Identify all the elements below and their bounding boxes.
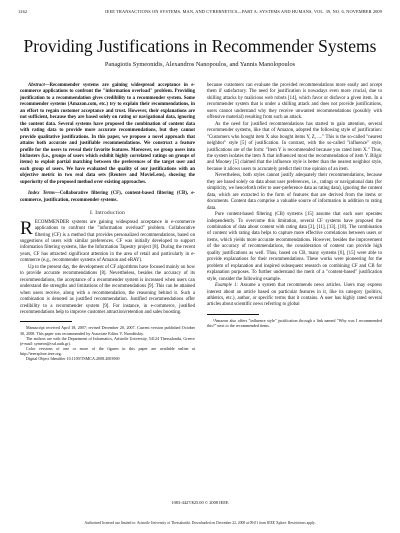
right-paragraph-3: Nevertheless, both styles cannot justify adequately their recommendations, because they are based solely on data about user preferences, i.e., ratings or navigational data (for simplicity, we henceforth refer to user-preference data as rating data), ignoring the content data, which are extracted in the form of features that are derived from the items or documents. Content data comprise a valuable source of information in addition to rating data. (207, 173, 382, 211)
right-column (207, 83, 382, 328)
index-terms (20, 191, 195, 204)
index-terms-paragraph (20, 191, 195, 204)
footnote-affiliation: The authors are with the Department of Informatics, Aristotle University, 54124 Thessaloniki, Greece (e-mail: symeon@csd.auth.gr). (20, 335, 195, 346)
abstract-paragraph (20, 83, 195, 186)
example-paragraph (207, 283, 382, 309)
abstract-label: Abstract (28, 83, 45, 88)
left-column (20, 83, 195, 361)
running-header (18, 9, 382, 14)
copyright-line: 1083-4427/$25.00 © 2008 IEEE (171, 500, 229, 505)
footnote-divider (20, 321, 72, 322)
right-paragraph-2: As the need for justified recommendations has started to gain attention, several recommender systems, like that of Amazon, adopted the following style of justification: "Customers who bought item X also bought items Y, Z, ...." This is the so-called "nearest neighbor" style [5] of justification. In contrast, with the so-called "influence" style, justifications are of the form: "Item Y is recommended because you rated item X." Thus, the system isolates the item X that influenced most the recommendation of item Y. Bilgic and Mooney [5] claimed that the influence style is better than the nearest neighbor style, because it allows users to accurately predict their true opinion of an item. (207, 121, 382, 172)
drop-cap: R (20, 217, 33, 239)
paper-title: Providing Justifications in Recommender Systems (23, 36, 377, 56)
intro-paragraph-1-text: ECOMMENDER systems are gaining widespread acceptance in e-commerce applications to confront the "information overload" problem. Collaborative filtering (CF) is a method that provides personalized recommendations, based on suggestions of users with similar preferences. CF was initially developed to support information filtering systems, like the Information Tapestry project [8]. During the recent years, CF has attracted significant attention in the area of retail and particularly in e-commerce (e.g., recommender systems of Amazon and eBAY). (20, 219, 195, 264)
footnotes (20, 325, 195, 361)
footnote-manuscript: Manuscript received April 18, 2007; revised December 20, 2007. Current version published October 30, 2008. This paper was recommended by Associate Editor V. Naroditskiy. (20, 325, 195, 336)
footnote-doi: Digital Object Identifier 10.1109/TSMCA.2008.2003969 (26, 355, 120, 361)
right-footnote-divider (207, 314, 259, 315)
example-text: Assume a system that recommends news articles. Users may express interest about an article based on particular features in it, like its category (politics, athletics, etc.), author, or specific terms that it contains. A user has highly rated several articles about scientific news referring to global (207, 283, 382, 308)
intro-paragraph-1 (20, 217, 195, 265)
intro-paragraph-2: Up to the present day, the development of CF algorithms have focused mainly on how to provide accurate recommendations [8]. Nevertheless, besides the accuracy of its recommendations, the acceptance of a recommender system is increased when users can understand the strengths and limitations of the recommendations [9]. This can be attained when users receive, along with a recommendation, the reasoning behind it. Such a combination is denoted as justified recommendation. Justified recommendations offer credibility to a recommender system [9]. For instance, in e-commerce, justified recommendations help to improve customer attraction/retention and sales boosting. (20, 264, 195, 315)
journal-name: IEEE TRANSACTIONS ON SYSTEMS, MAN, AND CYBERNETICS—PART A: SYSTEMS AND HUMANS, VOL. 39, NO. 6, NOVEMBER 2009 (105, 9, 382, 14)
index-terms-text: —Collaborative filtering (CF), content-based filtering (CB), e-commerce, justification, recommender systems. (20, 191, 195, 203)
right-footnotes (207, 318, 382, 328)
abstract (20, 83, 195, 186)
right-paragraph-4: Pure content-based filtering (CB) systems [15] assume that each user operates independently. To overcome this limitation, several CF systems have proposed the combination of data about content with rating data [3], [11], [13], [18]. The combination of content with rating data helps to capture more effective correlations between users or items, which yields more accurate recommendations. However, besides the improvement of the accuracy of recommendations, the consideration of content can provide high quality justifications as well. Thus, based on CB, many systems [6], [15] were able to provide explanations for their recommendations. These works were pioneering for the problem of explanation and inspired subsequent research on combining CF and CB for explanation purposes. To further understand the merit of a "content-based" justification style, consider the following example. (207, 212, 382, 282)
page-number: 1262 (18, 9, 28, 14)
right-paragraph-1: because customers can evaluate the provided recommendations more easily and accept them if satisfactory. The need for justification is nowadays even more crucial, due to shilling attacks by malicious web robots [14], which favor or disfavor a given item. In a recommender system that is under a shilling attack and does not provide justifications, users cannot understand why they receive unwanted recommendations (possibly with offensive material) resulting from such an attack. (207, 83, 382, 121)
author-list: Panagiotis Symeonidis, Alexandros Nanopoulos, and Yannis Manolopoulos (104, 61, 296, 68)
footnote-color-versions: Color versions of one or more of the figures in this paper are available online at http://ieeexplore.ieee.org. (20, 345, 195, 356)
index-terms-label: Index Terms (28, 191, 55, 197)
footnote-amazon: ¹Amazon also offers "influence style" justification through a link named "Why was I recommended this?" next to the recommended items. (207, 317, 382, 328)
license-notice: Authorized licensed use limited to: Aristotle University of Thessaloniki. Downloaded on December 22, 2008 at 09:01 from IEEE Xplore. Restrictions apply. (84, 521, 316, 525)
section-heading-introduction: I. Introduction (89, 210, 126, 217)
example-label: Example 1: (215, 283, 239, 289)
abstract-text: —Recommender systems are gaining widespread acceptance in e-commerce applications to confront the "information overload" problem. Providing justification to a recommendation gives credibility to a recommender system. Some recommender systems (Amazon.com, etc.) try to explain their recommendations, in an effort to regain customer acceptance and trust. However, their explanations are not sufficient, because they are based solely on rating or navigational data, ignoring the content data. Several systems have proposed the combination of content data with rating data to provide more accurate recommendations, but they cannot provide qualitative justifications. In this paper, we propose a novel approach that attains both accurate and justifiable recommendations. We construct a feature profile for the users to reveal their favorite features. Moreover, we group users into biclusters (i.e., groups of users which exhibit highly correlated ratings on groups of items) to exploit partial matching between the preferences of the target user and each group of users. We have evaluated the quality of our justifications with an objective metric in two real data sets (Reuters and MovieLens), showing the superiority of the proposed method over existing approaches. (20, 83, 195, 185)
